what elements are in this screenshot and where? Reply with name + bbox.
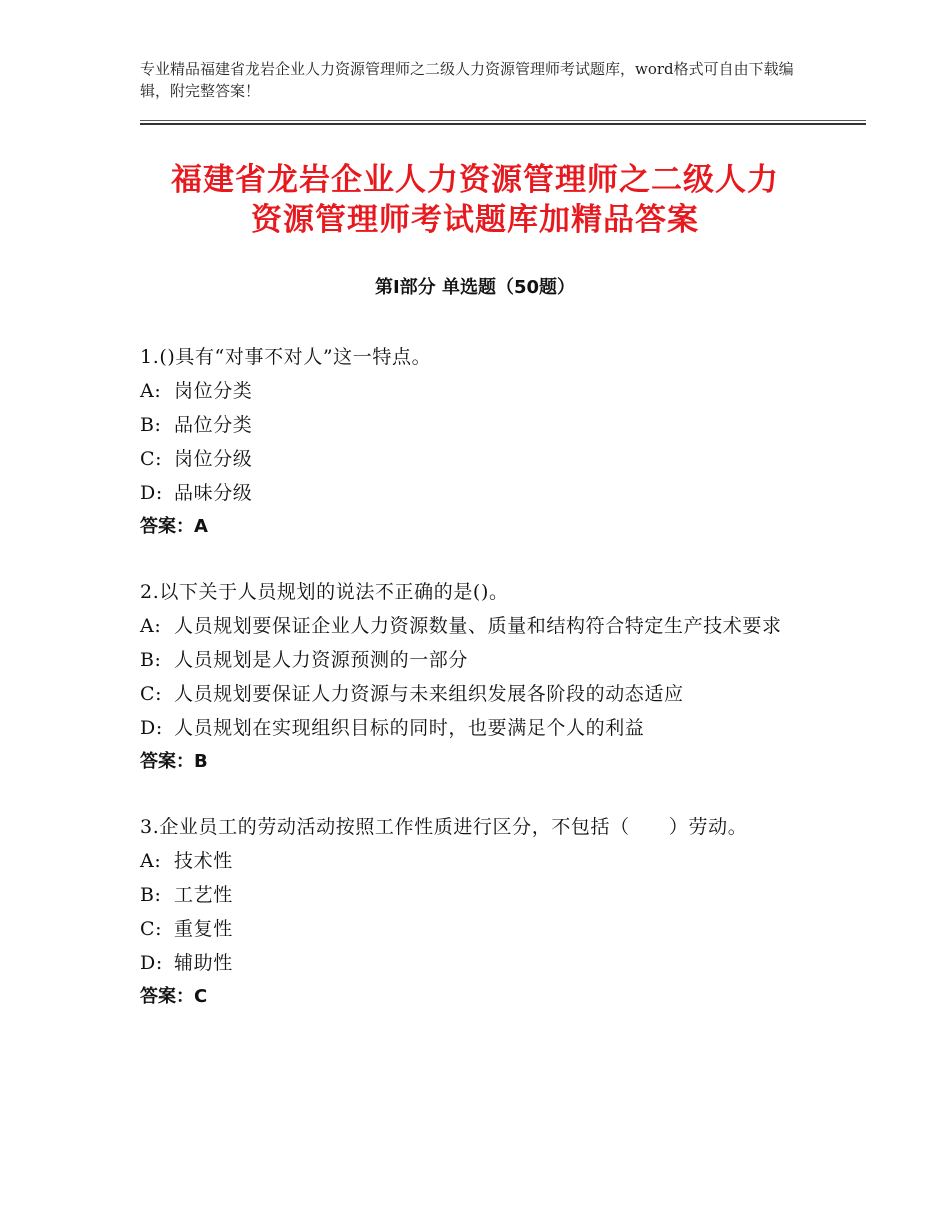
- question-1: [140, 340, 812, 544]
- document-title: [90, 160, 860, 240]
- question-2: [140, 575, 812, 779]
- header-divider: [140, 120, 866, 125]
- option-letter: A:: [140, 615, 162, 637]
- question-list: [140, 340, 812, 1045]
- option-c: [140, 677, 812, 711]
- option-a: [140, 609, 812, 643]
- option-b: [140, 408, 812, 442]
- option-letter: A:: [140, 850, 162, 872]
- option-letter: C:: [140, 918, 163, 940]
- option-text: 岗位分级: [174, 448, 253, 470]
- answer-line: 答案：A: [140, 516, 208, 537]
- document-title-line-2: 资源管理师考试题库加精品答案: [251, 202, 699, 238]
- option-letter: D:: [140, 952, 163, 974]
- option-d: [140, 711, 812, 745]
- option-text: 重复性: [174, 918, 233, 940]
- question-stem: 1.()具有“对事不对人”这一特点。: [140, 346, 432, 368]
- option-text: 人员规划要保证人力资源与未来组织发展各阶段的动态适应: [174, 683, 684, 705]
- option-a: [140, 374, 812, 408]
- option-text: 岗位分类: [174, 380, 253, 402]
- question-3: [140, 810, 812, 1014]
- option-letter: C:: [140, 448, 163, 470]
- option-letter: B:: [140, 414, 162, 436]
- option-b: [140, 643, 812, 677]
- answer-line: 答案：C: [140, 986, 208, 1007]
- option-text: 人员规划要保证企业人力资源数量、质量和结构符合特定生产技术要求: [174, 615, 782, 637]
- answer-line: 答案：B: [140, 751, 208, 772]
- option-text: 人员规划在实现组织目标的同时，也要满足个人的利益: [174, 717, 645, 739]
- option-a: [140, 844, 812, 878]
- option-d: [140, 946, 812, 980]
- question-stem: 2.以下关于人员规划的说法不正确的是()。: [140, 581, 509, 603]
- option-text: 工艺性: [174, 884, 233, 906]
- option-c: [140, 442, 812, 476]
- option-c: [140, 912, 812, 946]
- option-letter: D:: [140, 482, 163, 504]
- option-letter: C:: [140, 683, 163, 705]
- document-title-line-1: 福建省龙岩企业人力资源管理师之二级人力: [171, 162, 779, 198]
- option-d: [140, 476, 812, 510]
- option-letter: B:: [140, 649, 162, 671]
- option-letter: A:: [140, 380, 162, 402]
- option-text: 技术性: [174, 850, 233, 872]
- section-heading: 第Ⅰ部分 单选题（50题）: [374, 277, 575, 298]
- option-text: 人员规划是人力资源预测的一部分: [174, 649, 469, 671]
- option-letter: D:: [140, 717, 163, 739]
- option-b: [140, 878, 812, 912]
- question-stem: 3.企业员工的劳动活动按照工作性质进行区分，不包括（ ）劳动。: [140, 816, 748, 838]
- option-text: 品位分类: [174, 414, 253, 436]
- option-text: 品味分级: [174, 482, 253, 504]
- option-letter: B:: [140, 884, 162, 906]
- header-note: 专业精品福建省龙岩企业人力资源管理师之二级人力资源管理师考试题库，word格式可自由下载编辑，附完整答案！: [140, 60, 794, 100]
- option-text: 辅助性: [174, 952, 233, 974]
